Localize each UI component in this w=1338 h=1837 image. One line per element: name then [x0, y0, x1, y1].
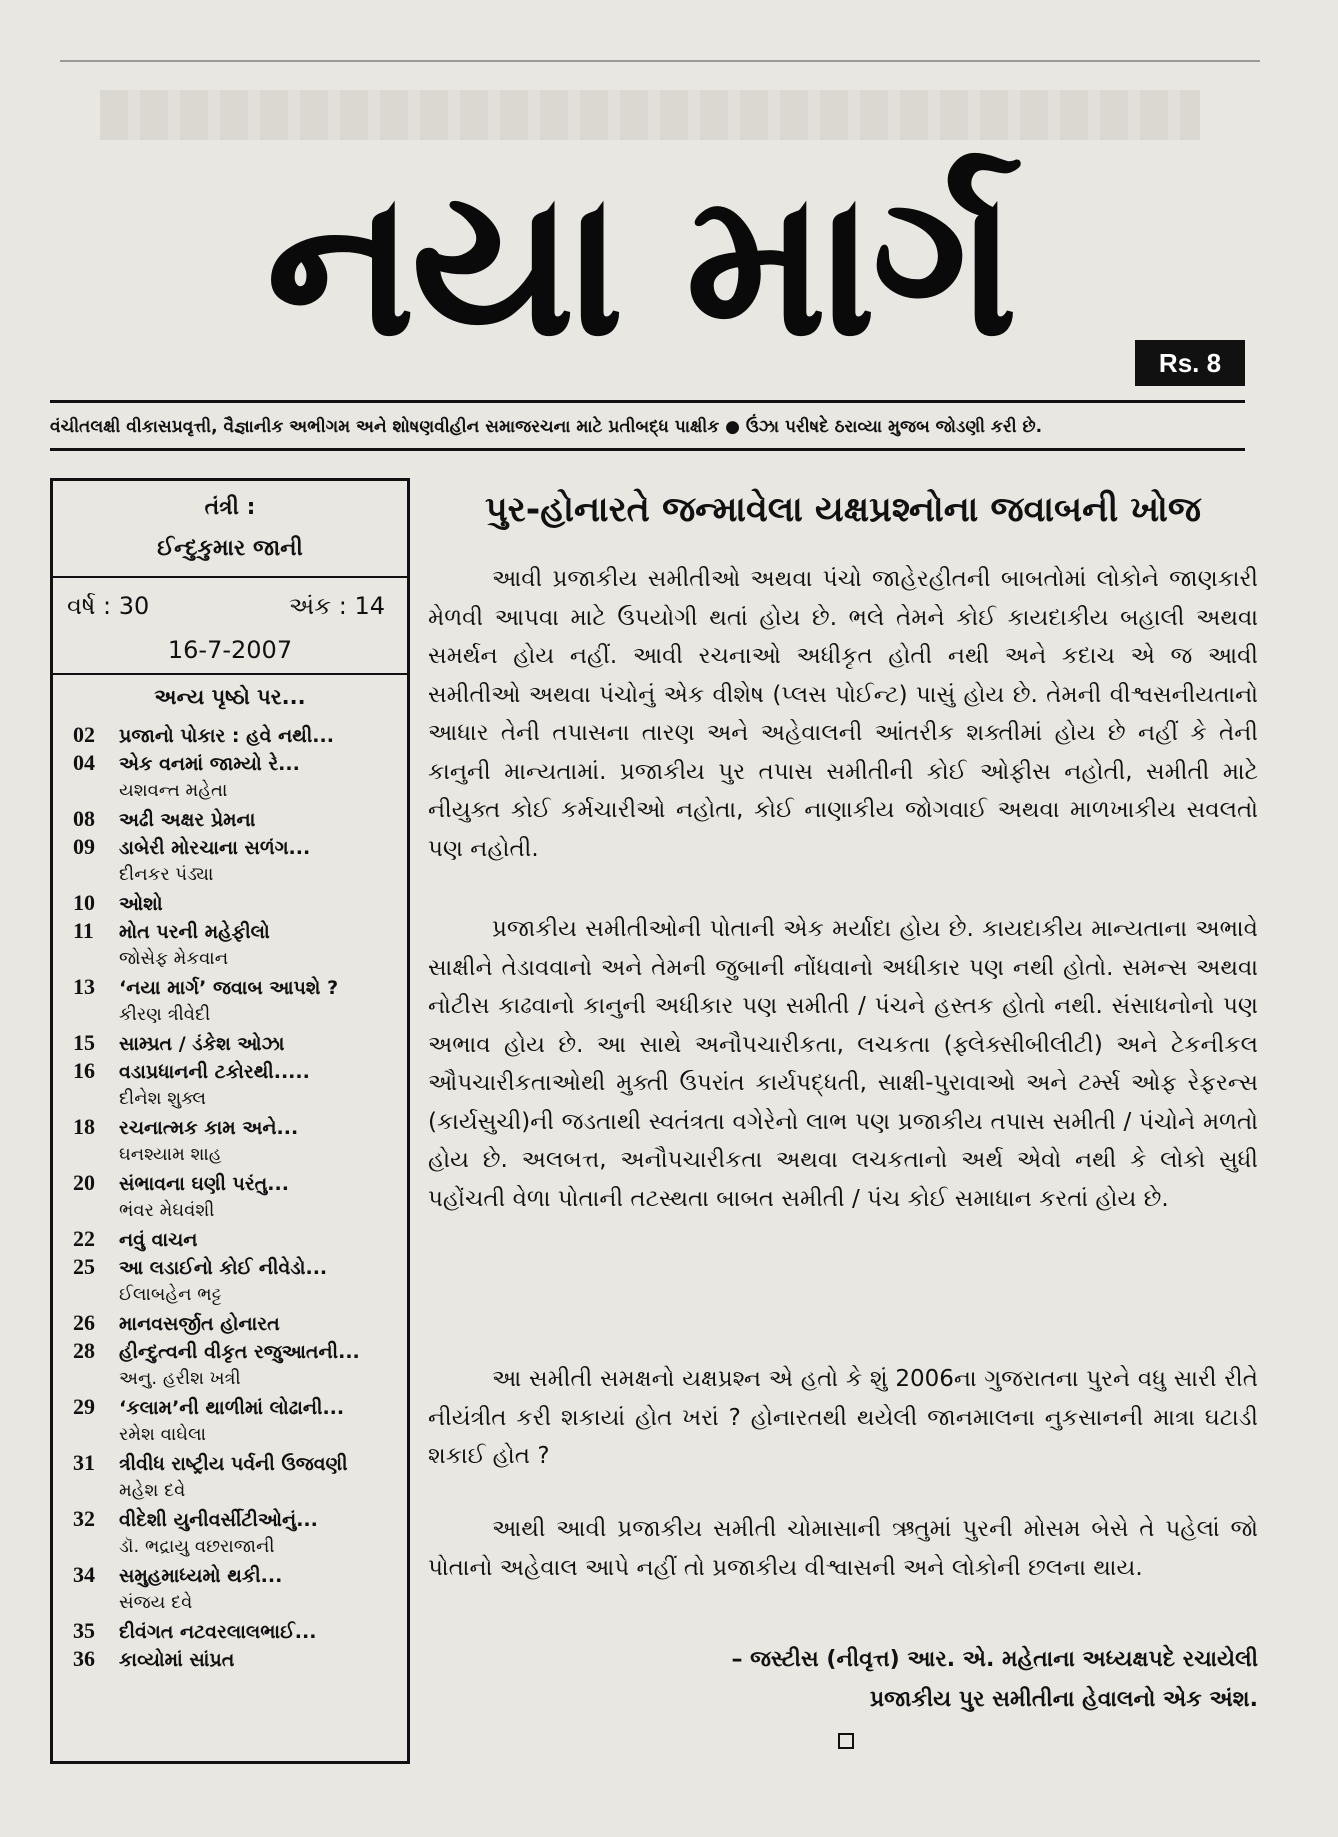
tagline: વંચીતલક્ષી વીકાસપ્રવૃત્તી, વૈજ્ઞાનીક અભીગમ અને શોષણવીહીન સમાજરચના માટે પ્રતીબદ્ધ પાક્ષીક ● ઉંઝા પરીષદે ઠરાવ્યા મુજબ જોડણી કરી છે. — [50, 417, 1043, 437]
toc-author: દીનકર પંડ્યા — [119, 864, 214, 885]
toc-title: એક વનમાં જામ્યો રે... — [119, 753, 300, 775]
toc-entry — [73, 1253, 393, 1309]
toc-row — [73, 1309, 393, 1337]
toc-title: અઢી અક્ષર પ્રેમના — [119, 809, 256, 831]
toc-row — [73, 1253, 393, 1281]
toc-title: ઓશો — [119, 893, 163, 915]
editor-label: તંત્રી : — [204, 495, 256, 520]
toc-page-number: 28 — [73, 1338, 95, 1363]
toc-row — [73, 1337, 393, 1365]
toc-author: જોસેફ મેકવાન — [119, 948, 229, 969]
toc-page-number: 29 — [73, 1394, 95, 1419]
toc-entry — [73, 1645, 393, 1673]
article-paragraph: આથી આવી પ્રજાકીય સમીતી ચોમાસાની ઋતુમાં પુરની મોસમ બેસે તે પહેલાં જો પોતાનો અહેવાલ આપે નહીં તો પ્રજાકીય વીશ્વાસની અને લોકોની છલના થાય. — [428, 1516, 1258, 1581]
toc-title: માનવસર્જીત હોનારત — [119, 1313, 280, 1335]
toc-entry — [73, 1309, 393, 1337]
masthead-title: નયા માર્ગ — [266, 148, 1014, 381]
toc-row — [73, 917, 393, 945]
toc-row — [73, 1225, 393, 1253]
toc-entry — [73, 805, 393, 833]
toc-row — [73, 1617, 393, 1645]
toc-row — [73, 1057, 393, 1085]
toc-page-number: 08 — [73, 806, 95, 831]
toc-page-number: 02 — [73, 722, 95, 747]
toc-row — [73, 1393, 393, 1421]
toc-page-number: 31 — [73, 1450, 95, 1475]
article-title: પુર-હોનારતે જન્માવેલા યક્ષપ્રશ્નોના જવાબની ખોજ — [484, 490, 1202, 530]
toc-page-number: 22 — [73, 1226, 95, 1251]
toc-page-number: 36 — [73, 1646, 95, 1671]
toc-row — [73, 805, 393, 833]
toc-title: ડાબેરી મોરચાના સળંગ... — [119, 837, 311, 859]
toc-entry — [73, 889, 393, 917]
toc-title: હીન્દુત્વની વીકૃત રજુઆતની... — [119, 1341, 360, 1363]
credit-line: – જસ્ટીસ (નીવૃત્ત) આર. એ. મહેતાના અધ્યક્ષપદે રચાયેલી — [731, 1647, 1258, 1672]
toc-author: યશવન્ત મહેતા — [119, 780, 228, 801]
toc-entry — [73, 1561, 393, 1617]
toc-row — [73, 749, 393, 777]
toc-title: વડાપ્રધાનની ટકોરથી..... — [119, 1061, 310, 1083]
toc-row — [73, 833, 393, 861]
article-paragraph: આ સમીતી સમક્ષનો યક્ષપ્રશ્ન એ હતો કે શું 2006ના ગુજરાતના પુરને વધુ સારી રીતે નીયંત્રીત કરી શકાયાં હોત ખરાં ? હોનારતથી થયેલી જાનમાલના નુકસાનની માત્રા ઘટાડી શકાઈ હોત ? — [428, 1366, 1258, 1469]
toc-page-number: 16 — [73, 1058, 95, 1083]
toc-title: નવું વાચન — [119, 1229, 198, 1251]
table-of-contents — [73, 721, 393, 1673]
toc-title: વીદેશી યુનીવર્સીટીઓનું... — [119, 1509, 318, 1531]
toc-page-number: 15 — [73, 1030, 95, 1055]
toc-page-number: 26 — [73, 1310, 95, 1335]
toc-author: ડૉ. ભદ્રાયુ વછરાજાની — [119, 1536, 275, 1557]
toc-page-number: 20 — [73, 1170, 95, 1195]
toc-entry — [73, 749, 393, 805]
toc-row — [73, 1449, 393, 1477]
sidebar-divider — [53, 576, 407, 578]
toc-entry — [73, 833, 393, 889]
toc-title: સમુહમાધ્યમો થકી... — [119, 1565, 283, 1587]
masthead-rule-bottom — [50, 448, 1245, 451]
toc-title: સંભાવના ઘણી પરંતુ... — [119, 1173, 289, 1195]
sidebar-divider — [53, 673, 407, 675]
toc-entry — [73, 917, 393, 973]
toc-page-number: 11 — [73, 918, 94, 943]
article-credit — [428, 1640, 1258, 1720]
toc-author: અનુ. હરીશ ખત્રી — [119, 1368, 241, 1389]
toc-author: ભંવર મેઘવંશી — [119, 1200, 215, 1221]
bleed-through-rule — [60, 60, 1260, 62]
toc-page-number: 04 — [73, 750, 95, 775]
toc-entry — [73, 1225, 393, 1253]
toc-author: ઈલાબહેન ભટ્ટ — [119, 1284, 222, 1305]
credit-line: પ્રજાકીય પુર સમીતીના હેવાલનો એક અંશ. — [869, 1687, 1258, 1712]
toc-entry — [73, 1169, 393, 1225]
article-paragraph: આવી પ્રજાકીય સમીતીઓ અથવા પંચો જાહેરહીતની બાબતોમાં લોકોને જાણકારી મેળવી આપવા માટે ઉપયોગી થતાં હોય છે. ભલે તેમને કોઈ કાયદાકીય બહાલી અથવા સમર્થન હોય નહીં. આવી રચનાઓ અધીકૃત હોતી નથી અને કદાચ એ જ આવી સમીતીઓ અથવા પંચોનું એક વીશેષ (પ્લસ પોઈન્ટ) પાસું હોય છે. તેમની વીશ્વસનીયતાનો આધાર તેની તપાસના તારણ અને અહેવાલની આંતરીક શક્તીમાં હોય છે નહીં કે તેની કાનુની માન્યતામાં. પ્રજાકીય પુર તપાસ સમીતીની કોઈ ઓફીસ નહોતી, સમીતી માટે નીયુક્ત કોઈ કર્મચારીઓ નહોતા, કોઈ નાણાકીય જોગવાઈ અથવા માળખાકીય સવલતો પણ નહોતી. — [428, 566, 1258, 862]
toc-page-number: 13 — [73, 974, 95, 999]
price-badge: Rs. 8 — [1135, 340, 1245, 386]
toc-page-number: 18 — [73, 1114, 95, 1139]
toc-page-number: 09 — [73, 834, 95, 859]
toc-row — [73, 1029, 393, 1057]
masthead-rule-top — [50, 400, 1245, 403]
toc-row — [73, 721, 393, 749]
toc-entry — [73, 1617, 393, 1645]
other-pages-heading: અન્ય પૃષ્ઠો પર... — [154, 685, 306, 709]
toc-entry — [73, 1449, 393, 1505]
editor-name: ઈન્દુકુમાર જાની — [157, 536, 303, 561]
toc-entry — [73, 973, 393, 1029]
toc-author: મહેશ દવે — [119, 1480, 186, 1501]
toc-author: ઘનશ્યામ શાહ — [119, 1144, 222, 1165]
toc-entry — [73, 1057, 393, 1113]
toc-title: સામ્પ્રત / ડંકેશ ઓઝા — [119, 1033, 285, 1055]
toc-page-number: 10 — [73, 890, 95, 915]
toc-entry — [73, 1029, 393, 1057]
toc-row — [73, 1169, 393, 1197]
toc-page-number: 34 — [73, 1562, 95, 1587]
volume-year: વર્ષ : 30 — [67, 592, 150, 620]
toc-title: રચનાત્મક કામ અને... — [119, 1117, 299, 1139]
toc-title: દીવંગત નટવરલાલભાઈ... — [119, 1621, 317, 1643]
toc-title: ‘કલામ’ની થાળીમાં લોઢાની... — [119, 1397, 345, 1419]
end-mark-icon — [838, 1733, 854, 1749]
toc-row — [73, 1561, 393, 1589]
toc-title: મોત પરની મહેફીલો — [119, 921, 270, 943]
toc-entry — [73, 1393, 393, 1449]
toc-author: કીરણ ત્રીવેદી — [119, 1004, 211, 1025]
toc-title: આ લડાઈનો કોઈ નીવેડો... — [119, 1257, 328, 1279]
toc-author: દીનેશ શુક્લ — [119, 1088, 207, 1109]
toc-entry — [73, 1113, 393, 1169]
issue-date: 16-7-2007 — [167, 636, 293, 664]
toc-row — [73, 1505, 393, 1533]
toc-entry — [73, 721, 393, 749]
toc-row — [73, 973, 393, 1001]
toc-author: સંજય દવે — [119, 1592, 193, 1613]
toc-page-number: 35 — [73, 1618, 95, 1643]
toc-author: રમેશ વાઘેલા — [119, 1424, 207, 1445]
toc-entry — [73, 1337, 393, 1393]
toc-title: ‘નયા માર્ગ’ જવાબ આપશે ? — [119, 977, 339, 999]
issue-number: અંક : 14 — [288, 592, 385, 620]
toc-page-number: 32 — [73, 1506, 95, 1531]
toc-entry — [73, 1505, 393, 1561]
article-paragraph: પ્રજાકીય સમીતીઓની પોતાની એક મર્યાદા હોય છે. કાયદાકીય માન્યતાના અભાવે સાક્ષીને તેડાવવાનો અને તેમની જુબાની નોંધવાનો અધીકાર પણ નથી હોતો. સમન્સ અથવા નોટીસ કાઢવાનો કાનુની અધીકાર પણ સમીતી / પંચને હસ્તક હોતો નથી. સંસાધનોનો પણ અભાવ હોય છે. આ સાથે અનૌપચારીકતા, લચકતા (ફ્લેક્સીબીલીટી) અને ટેકનીકલ ઔપચારીકતાઓથી મુક્તી ઉપરાંત કાર્યપદ્ધતી, સાક્ષી-પુરાવાઓ અને ટર્મ્સ ઓફ રેફરન્સ (કાર્યસુચી)ની જડતાથી સ્વતંત્રતા વગેરેનો લાભ પણ પ્રજાકીય તપાસ સમીતી / પંચોને મળતો હોય છે. અલબત્ત, અનૌપચારીકતા અથવા લચકતાનો અર્થ એવો નથી કે લોકો સુધી પહોંચતી વેળા પોતાની તટસ્થતા બાબત સમીતી / પંચ કોઈ સમાધાન કરતાં હોય છે. — [428, 916, 1258, 1212]
toc-row — [73, 1113, 393, 1141]
toc-title: પ્રજાનો પોકાર : હવે નથી... — [119, 725, 334, 747]
toc-title: કાવ્યોમાં સાંપ્રત — [119, 1649, 235, 1671]
toc-row — [73, 889, 393, 917]
toc-page-number: 25 — [73, 1254, 95, 1279]
contents-sidebar — [50, 478, 410, 1764]
toc-row — [73, 1645, 393, 1673]
toc-title: ત્રીવીધ રાષ્ટ્રીય પર્વની ઉજવણી — [119, 1453, 348, 1475]
